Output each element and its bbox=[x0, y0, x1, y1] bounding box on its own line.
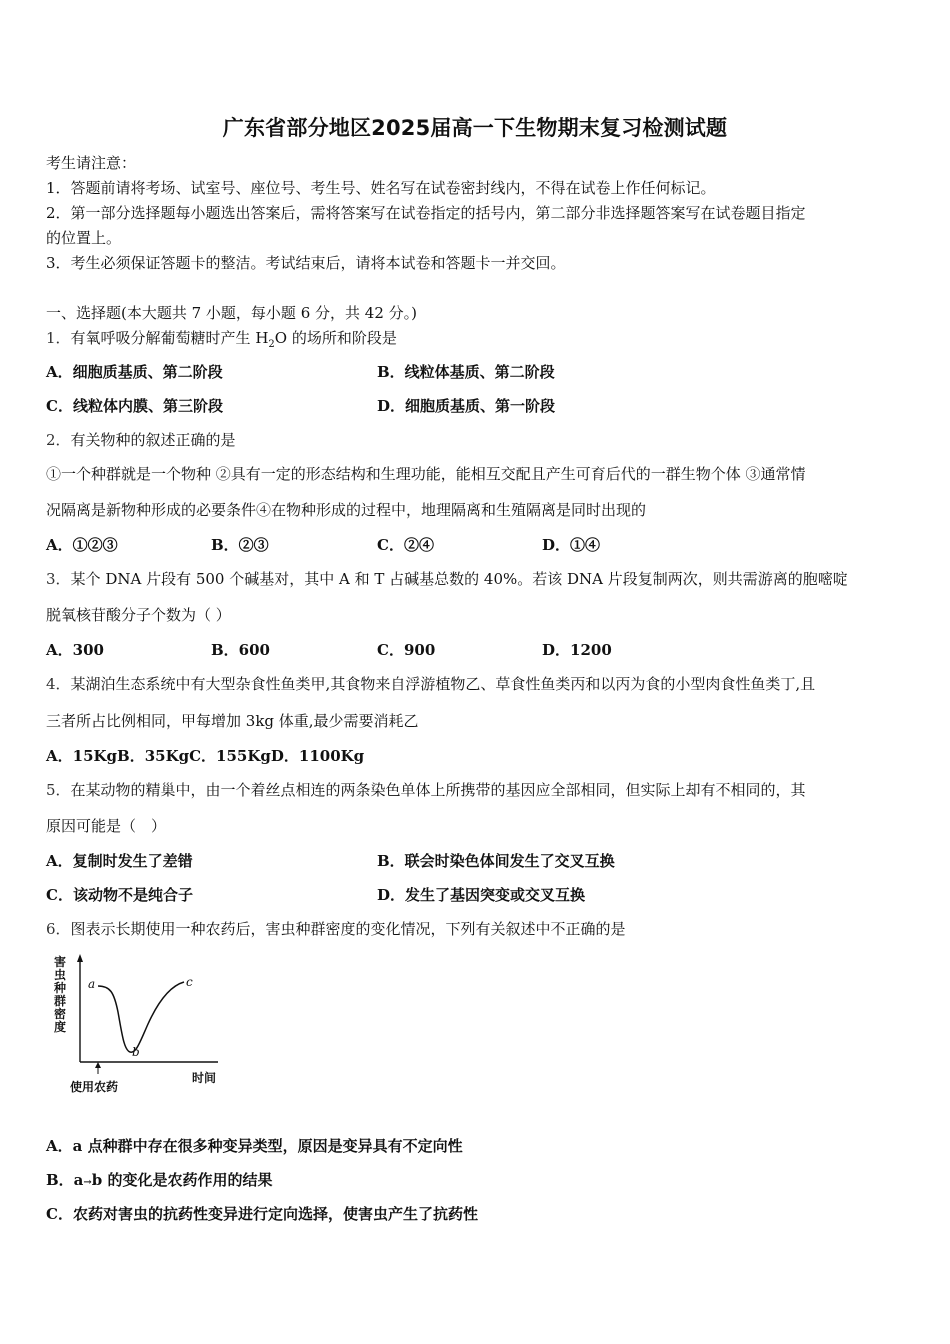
q3-option-a[interactable]: A．300 bbox=[46, 641, 104, 659]
option-b-text-cont: b 的变化是农药作用的结果 bbox=[91, 1171, 273, 1189]
density-curve bbox=[98, 982, 184, 1052]
option-b-text: B．a bbox=[46, 1171, 84, 1189]
ylabel-char: 害 bbox=[54, 955, 67, 969]
q1-option-c[interactable]: C．线粒体内膜、第三阶段 bbox=[46, 397, 223, 415]
q2-option-d[interactable]: D．①④ bbox=[542, 536, 601, 554]
notice-item-2-cont: 的位置上。 bbox=[46, 229, 122, 247]
q3-option-b[interactable]: B．600 bbox=[211, 641, 270, 659]
section-heading: 一、选择题(本大题共 7 小题，每小题 6 分，共 42 分。) bbox=[46, 304, 417, 322]
q1-option-b[interactable]: B．线粒体基质、第二阶段 bbox=[377, 363, 555, 381]
question-5 bbox=[46, 779, 806, 800]
q2-option-a[interactable]: A．①②③ bbox=[46, 536, 118, 554]
question-text-cont: O 的场所和阶段是 bbox=[274, 329, 397, 347]
q6-option-a[interactable]: A．a 点种群中存在很多种变异类型，原因是变异具有不定向性 bbox=[46, 1137, 463, 1155]
y-axis-arrow bbox=[77, 954, 83, 962]
q2-statements-line-2: 况隔离是新物种形成的必要条件④在物种形成的过程中，地理隔离和生殖隔离是同时出现的 bbox=[46, 501, 647, 519]
q6-option-b[interactable] bbox=[46, 1169, 273, 1190]
subscript: 2 bbox=[268, 339, 275, 350]
question-text: 有关物种的叙述正确的是 bbox=[70, 431, 236, 449]
q5-text-line-2: 原因可能是（ ） bbox=[46, 817, 167, 835]
question-text: 在某动物的精巢中，由一个着丝点相连的两条染色单体上所携带的基因应全部相同，但实际上却有不相同的，其 bbox=[70, 781, 806, 799]
point-b-label: b bbox=[132, 1045, 140, 1059]
graph-ylabel bbox=[53, 954, 66, 1034]
pesticide-marker-arrow bbox=[95, 1062, 101, 1068]
page-title: 广东省部分地区2025届高一下生物期末复习检测试题 bbox=[222, 116, 728, 140]
q2-option-c[interactable]: C．②④ bbox=[377, 536, 434, 554]
q3-text-line-2: 脱氧核苷酸分子个数为（ ） bbox=[46, 606, 231, 624]
q4-text-line-2: 三者所占比例相同，甲每增加 3kg 体重,最少需要消耗乙 bbox=[46, 712, 419, 730]
ylabel-char: 密 bbox=[54, 1007, 67, 1021]
q3-option-d[interactable]: D．1200 bbox=[542, 641, 612, 659]
question-3 bbox=[46, 568, 848, 589]
q5-option-c[interactable]: C．该动物不是纯合子 bbox=[46, 886, 193, 904]
question-text: 某湖泊生态系统中有大型杂食性鱼类甲,其食物来自浮游植物乙、草食性鱼类丙和以丙为食的小型肉食性鱼类丁,且 bbox=[70, 675, 816, 693]
ylabel-char: 种 bbox=[54, 981, 67, 995]
ylabel-char: 虫 bbox=[54, 968, 67, 982]
population-density-graph bbox=[48, 950, 238, 1100]
question-2 bbox=[46, 429, 236, 450]
question-number: 2． bbox=[46, 431, 71, 449]
ylabel-char: 度 bbox=[54, 1020, 67, 1034]
question-number: 5． bbox=[46, 781, 71, 799]
point-a-label: a bbox=[88, 977, 96, 991]
q4-options[interactable]: A．15KgB．35KgC．155KgD．1100Kg bbox=[46, 747, 365, 765]
q5-option-a[interactable]: A．复制时发生了差错 bbox=[46, 852, 193, 870]
notice-item-3: 3．考生必须保证答题卡的整洁。考试结束后，请将本试卷和答题卡一并交回。 bbox=[46, 254, 566, 272]
question-number: 6． bbox=[46, 920, 71, 938]
question-text: 某个 DNA 片段有 500 个碱基对，其中 A 和 T 占碱基总数的 40%。若该 DNA 片段复制两次，则共需游离的胞嘧啶 bbox=[70, 570, 848, 588]
question-text: 图表示长期使用一种农药后，害虫种群密度的变化情况，下列有关叙述中不正确的是 bbox=[70, 920, 626, 938]
notice-item-1: 1．答题前请将考场、试室号、座位号、考生号、姓名写在试卷密封线内，不得在试卷上作任何标记。 bbox=[46, 179, 716, 197]
question-4 bbox=[46, 673, 815, 694]
q2-option-b[interactable]: B．②③ bbox=[211, 536, 269, 554]
q5-option-d[interactable]: D．发生了基因突变或交叉互换 bbox=[377, 886, 586, 904]
ylabel-char: 群 bbox=[54, 994, 67, 1008]
q5-option-b[interactable]: B．联会时染色体间发生了交叉互换 bbox=[377, 852, 615, 870]
q1-option-d[interactable]: D．细胞质基质、第一阶段 bbox=[377, 397, 556, 415]
q6-option-c[interactable]: C．农药对害虫的抗药性变异进行定向选择，使害虫产生了抗药性 bbox=[46, 1205, 478, 1223]
question-number: 3． bbox=[46, 570, 71, 588]
notice-item-2: 2．第一部分选择题每小题选出答案后，需将答案写在试卷指定的括号内，第二部分非选择题答案写在试卷题目指定 bbox=[46, 204, 806, 222]
question-number: 4． bbox=[46, 675, 71, 693]
pesticide-marker-label: 使用农药 bbox=[70, 1080, 119, 1094]
question-text: 有氧呼吸分解葡萄糖时产生 H bbox=[70, 329, 269, 347]
question-number: 1． bbox=[46, 329, 71, 347]
graph-xlabel: 时间 bbox=[192, 1071, 217, 1085]
q1-option-a[interactable]: A．细胞质基质、第二阶段 bbox=[46, 363, 223, 381]
q2-statements-line-1: ①一个种群就是一个物种 ②具有一定的形态结构和生理功能，能相互交配且产生可育后代的一群生物个体 ③通常情 bbox=[46, 465, 806, 483]
question-1 bbox=[46, 327, 397, 350]
question-6 bbox=[46, 918, 626, 939]
q3-option-c[interactable]: C．900 bbox=[377, 641, 436, 659]
point-c-label: c bbox=[186, 975, 193, 989]
arrow-icon: → bbox=[83, 1177, 92, 1188]
notice-heading: 考生请注意： bbox=[46, 154, 137, 172]
